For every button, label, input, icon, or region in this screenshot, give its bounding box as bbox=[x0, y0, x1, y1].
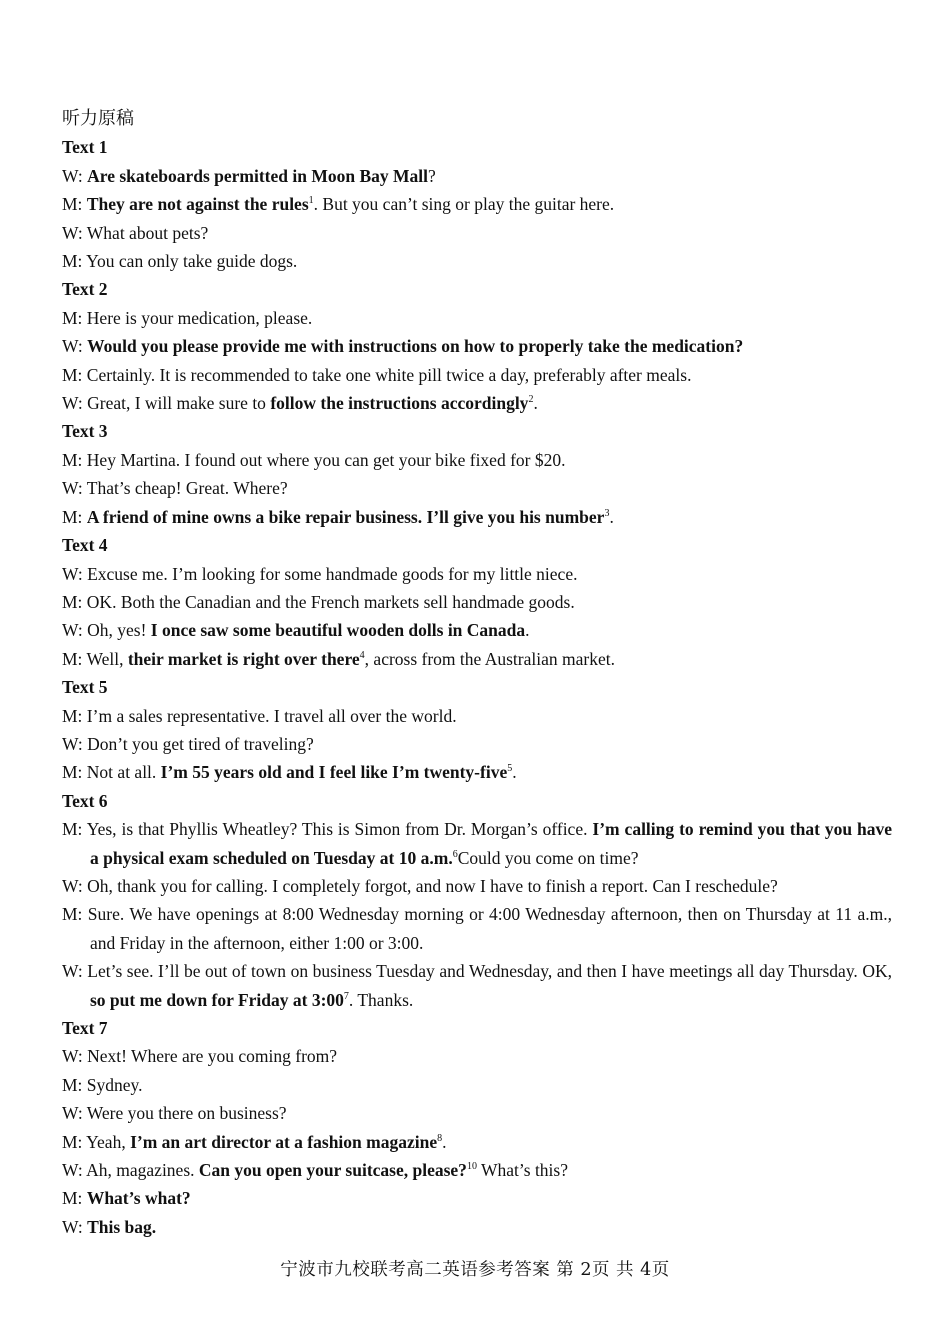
footnote-marker: 1 bbox=[308, 195, 314, 207]
text-segment: W: Great, I will make sure to bbox=[62, 393, 271, 414]
text-segment: M: Yeah, bbox=[62, 1131, 131, 1152]
text-segment: M: Well, bbox=[62, 648, 128, 669]
text-segment: M: Certainly. It is recommended to take one white pill twice a day, preferably after meals. bbox=[62, 364, 692, 385]
dialog-line bbox=[62, 332, 892, 360]
text-segment: M: Not at all. bbox=[62, 762, 161, 783]
footnote-marker: 2 bbox=[528, 394, 534, 406]
bold-text: I’m 55 years old and I feel like I’m twenty-five bbox=[160, 762, 508, 783]
dialog-line bbox=[62, 219, 892, 247]
dialog-line bbox=[62, 957, 892, 1014]
text-segment: W: bbox=[62, 165, 88, 186]
bold-text: What’s what? bbox=[86, 1188, 191, 1209]
bold-text: They are not against the rules bbox=[86, 194, 309, 215]
dialog-line bbox=[62, 361, 892, 389]
dialog-line bbox=[62, 1128, 892, 1156]
dialog-line bbox=[62, 1071, 892, 1099]
dialog-line bbox=[62, 190, 892, 218]
bold-text: their market is right over there bbox=[127, 648, 360, 669]
text-segment: What’s this? bbox=[476, 1160, 568, 1181]
section-heading: Text 2 bbox=[62, 279, 108, 300]
dialog-line bbox=[62, 1042, 892, 1070]
text-segment: W: What about pets? bbox=[62, 222, 209, 243]
text-segment: . But you can’t sing or play the guitar here. bbox=[313, 194, 615, 215]
dialog-line bbox=[62, 162, 892, 190]
dialog-line bbox=[62, 588, 892, 616]
section-heading: Text 4 bbox=[62, 535, 108, 556]
text-segment: M: Sure. We have openings at 8:00 Wednesday morning or 4:00 Wednesday afternoon, then on Thursday at 11 a.m., and Friday in the afternoon, either 1:00 or 3:00. bbox=[62, 904, 892, 953]
text-segment: M: You can only take guide dogs. bbox=[62, 251, 298, 272]
section-heading: Text 1 bbox=[62, 137, 108, 158]
page-footer: 宁波市九校联考高二英语参考答案 第 2页 共 4页 bbox=[280, 1260, 670, 1280]
footnote-marker: 5 bbox=[507, 763, 513, 775]
dialog-line bbox=[62, 560, 892, 588]
section-heading: Text 5 bbox=[62, 677, 108, 698]
dialog-line bbox=[62, 1156, 892, 1184]
text-segment: . bbox=[512, 762, 517, 783]
footnote-marker: 3 bbox=[604, 507, 610, 519]
dialog-line bbox=[62, 900, 892, 957]
dialog-line bbox=[62, 872, 892, 900]
section-heading: Text 3 bbox=[62, 421, 108, 442]
dialog-line bbox=[62, 304, 892, 332]
dialog-line bbox=[62, 758, 892, 786]
text-segment: W: Excuse me. I’m looking for some handmade goods for my little niece. bbox=[62, 563, 578, 584]
dialog-line bbox=[62, 616, 892, 644]
dialog-line bbox=[62, 247, 892, 275]
section-heading: Text 7 bbox=[62, 1018, 108, 1038]
dialog-line bbox=[62, 1184, 892, 1212]
bold-text: This bag. bbox=[87, 1216, 157, 1237]
dialog-line bbox=[62, 815, 892, 872]
transcript-lines bbox=[62, 133, 892, 1241]
text-segment: M: bbox=[62, 1188, 87, 1209]
bold-text: follow the instructions accordingly bbox=[270, 393, 529, 414]
text-segment: , across from the Australian market. bbox=[364, 648, 615, 669]
text-segment: W: Don’t you get tired of traveling? bbox=[62, 733, 314, 754]
dialog-line bbox=[62, 1099, 892, 1127]
text-segment: M: Yes, is that Phyllis Wheatley? This is Simon from Dr. Morgan’s office. bbox=[62, 819, 593, 840]
footnote-marker: 4 bbox=[359, 649, 365, 661]
footnote-marker: 7 bbox=[343, 990, 349, 1002]
text-segment: . bbox=[525, 620, 530, 641]
bold-text: so put me down for Friday at 3:00 bbox=[90, 989, 344, 1010]
text-segment: W: Oh, thank you for calling. I completely forgot, and now I have to finish a report. Can I reschedule? bbox=[62, 875, 778, 896]
text-segment: W: Ah, magazines. bbox=[62, 1160, 199, 1181]
text-segment: W: bbox=[62, 336, 88, 357]
transcript-body bbox=[62, 105, 892, 1241]
bold-text: Are skateboards permitted in Moon Bay Mall bbox=[87, 165, 429, 186]
bold-text: I’m calling to remind you that you have a physical exam scheduled on Tuesday at 10 a.m. bbox=[90, 819, 893, 868]
text-segment: . bbox=[609, 506, 614, 527]
text-segment: M: bbox=[62, 506, 87, 527]
bold-text: A friend of mine owns a bike repair business. I’ll give you his number bbox=[86, 506, 605, 527]
bold-text: Would you please provide me with instructions on how to properly take the medication? bbox=[87, 336, 744, 357]
dialog-line bbox=[62, 503, 892, 531]
text-segment: . bbox=[442, 1131, 447, 1152]
text-segment: M: Sydney. bbox=[62, 1074, 143, 1095]
dialog-line bbox=[62, 389, 892, 417]
text-segment: ? bbox=[428, 165, 436, 186]
text-segment: W: Were you there on business? bbox=[62, 1103, 287, 1124]
section-heading: Text 6 bbox=[62, 790, 108, 811]
dialog-line bbox=[62, 1213, 892, 1241]
text-segment: W: Let’s see. I’ll be out of town on business Tuesday and Wednesday, and then I have meetings all day Thursday. OK, bbox=[62, 961, 892, 982]
dialog-line bbox=[62, 730, 892, 758]
dialog-line bbox=[62, 702, 892, 730]
text-segment: M: I’m a sales representative. I travel all over the world. bbox=[62, 705, 457, 726]
footnote-marker: 10 bbox=[466, 1161, 477, 1173]
text-segment: M: Here is your medication, please. bbox=[62, 307, 313, 328]
bold-text: Can you open your suitcase, please? bbox=[198, 1160, 467, 1181]
footnote-marker: 8 bbox=[437, 1132, 443, 1144]
text-segment: Could you come on time? bbox=[457, 847, 639, 868]
text-segment: . bbox=[533, 393, 538, 414]
dialog-line bbox=[62, 474, 892, 502]
text-segment: M: Hey Martina. I found out where you can get your bike fixed for $20. bbox=[62, 449, 566, 470]
dialog-line bbox=[62, 645, 892, 673]
bold-text: I once saw some beautiful wooden dolls in Canada bbox=[150, 620, 526, 641]
text-segment: . Thanks. bbox=[348, 989, 414, 1010]
text-segment: W: That’s cheap! Great. Where? bbox=[62, 478, 288, 499]
dialog-line bbox=[62, 446, 892, 474]
footnote-marker: 6 bbox=[452, 848, 458, 860]
text-segment: M: OK. Both the Canadian and the French markets sell handmade goods. bbox=[62, 591, 575, 612]
bold-text: I’m an art director at a fashion magazine bbox=[130, 1131, 438, 1152]
text-segment: W: Oh, yes! bbox=[62, 620, 151, 641]
text-segment: W: bbox=[62, 1216, 88, 1237]
text-segment: M: bbox=[62, 194, 87, 215]
text-segment: W: Next! Where are you coming from? bbox=[62, 1046, 338, 1067]
document-title: 听力原稿 bbox=[62, 108, 134, 129]
